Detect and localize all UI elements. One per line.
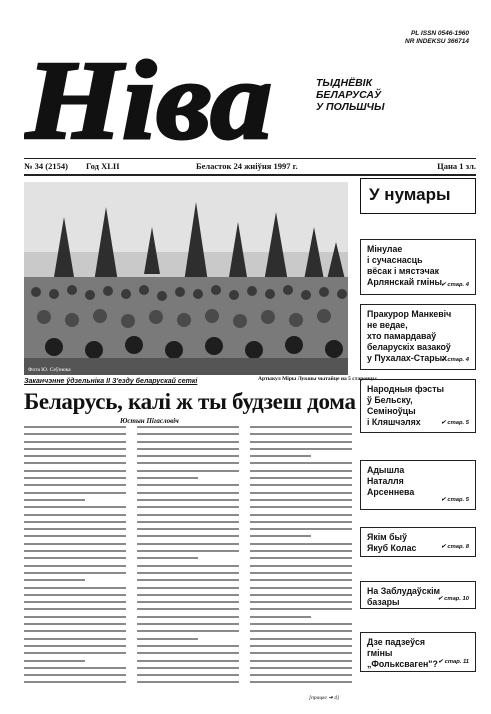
text-line [24,462,126,464]
article-column-3 [250,426,352,696]
contents-item-title: Народныя фэсты ў Бельску, Семіноўцы і Кляшчэлях [367,384,445,427]
text-line [137,652,239,654]
contents-item-title: Дзе падзеўся гміны „Фольксваген"? [367,637,438,669]
text-line [24,521,126,523]
text-line [250,587,352,589]
text-line [137,674,239,676]
text-line [250,572,352,574]
text-line [137,681,239,683]
text-line [250,433,352,435]
contents-item-page: ✔ стар. 4 [440,357,469,363]
text-line [250,652,352,654]
bottom-rule [24,174,476,176]
text-line [250,660,352,662]
article-column-2 [137,426,239,696]
contents-item-page: ✔ стар. 4 [440,282,469,288]
text-line [137,462,239,464]
text-line [24,652,126,654]
contents-item[interactable] [360,581,476,609]
text-line [137,623,239,625]
article-headline: Беларусь, калі ж ты будзеш дома [24,389,356,414]
text-line [24,667,126,669]
text-line [24,594,126,596]
text-line [24,535,126,537]
contents-item-page: ✔ стар. 8 [440,544,469,550]
text-line [250,499,352,501]
text-line [137,550,239,552]
text-line [137,543,239,545]
text-line [250,645,352,647]
top-rule [24,158,476,159]
text-line [24,433,126,435]
text-line [250,550,352,552]
contents-item[interactable] [360,632,476,672]
text-line [137,528,239,530]
text-line [137,594,239,596]
text-line [250,616,311,618]
text-line [137,601,239,603]
contents-item-title: Пракурор Манкевіч не ведае, хто памардаваў беларускіх вазакоў у Пухалах-Старых [367,309,452,363]
text-line [250,638,352,640]
contents-item-page: ✔ стар. 5 [440,420,469,426]
text-line [24,638,126,640]
text-line [250,492,352,494]
contents-item-title: Мінулае і сучаснасць вёсак і мястэчак Арлянскай гміны [367,244,443,287]
contents-item-title: Адышла Наталля Арсеннева [367,465,415,497]
text-line [137,433,239,435]
text-line [24,426,126,428]
text-line [250,535,311,537]
text-line [250,630,352,632]
text-line [24,492,126,494]
text-line [137,645,239,647]
text-line [250,514,352,516]
text-line [24,448,126,450]
text-line [137,616,239,618]
text-line [250,455,311,457]
text-line [24,477,126,479]
contents-item-page: ✔ стар. 10 [437,596,469,602]
article-byline: Юстын Пігасловіч [120,417,179,425]
text-line [250,681,352,683]
text-line [137,499,239,501]
crowd-photo [24,182,348,375]
text-line [24,514,126,516]
text-line [137,426,239,428]
contents-item-page: ✔ стар. 11 [438,659,469,665]
text-line [137,572,239,574]
text-line [250,426,352,428]
text-line [24,616,126,618]
text-line [250,521,352,523]
text-line [250,484,352,486]
text-line [137,587,239,589]
issn-block [405,30,469,46]
masthead-logo [24,40,274,148]
article-continued: [працяг ➔ 4] [309,695,340,701]
text-line [250,470,352,472]
contents-item[interactable] [360,304,476,370]
text-line [24,565,126,567]
text-line [137,608,239,610]
text-line [250,601,352,603]
text-line [24,441,126,443]
text-line [24,579,85,581]
index-number: NR INDEKSU 366714 [405,38,469,45]
text-line [137,557,198,559]
text-line [137,484,239,486]
text-line [250,594,352,596]
text-line [137,492,239,494]
tagline-line-3: У ПОЛЬШЧЫ [316,101,385,113]
text-line [137,506,239,508]
text-line [24,630,126,632]
text-line [250,462,352,464]
text-line [250,506,352,508]
article-column-1 [24,426,126,696]
issue-info-line [24,161,476,173]
text-line [250,477,352,479]
contents-item[interactable] [360,379,476,433]
text-line [24,484,126,486]
text-line [24,499,85,501]
contents-item-title: На Заблудаўскім базары [367,586,441,607]
issn-number: PL ISSN 0546-1960 [410,30,469,37]
text-line [250,623,352,625]
text-line [24,674,126,676]
text-line [250,674,352,676]
text-line [137,535,239,537]
text-line [137,470,239,472]
text-line [24,645,126,647]
text-line [24,557,126,559]
text-line [24,543,126,545]
text-line [250,441,352,443]
text-line [137,565,239,567]
text-line [24,506,126,508]
text-line [250,608,352,610]
issue-price: Цана 1 зл. [437,161,476,171]
text-line [250,579,352,581]
masthead-tagline [316,77,384,113]
text-line [24,550,126,552]
text-line [24,587,126,589]
contents-item-page: ✔ стар. 5 [440,497,469,503]
text-line [137,521,239,523]
text-line [24,601,126,603]
text-line [250,543,352,545]
text-line [137,455,239,457]
text-line [137,579,239,581]
text-line [137,477,198,479]
photo-credit: Фота Ю. Сеўнюка [28,367,71,373]
photo-caption: Артыкул Міры Лукшы чытайце на 5 старонцы. [258,376,379,382]
text-line [137,667,239,669]
text-line [250,667,352,669]
text-line [250,565,352,567]
issue-number: № 34 (2154) [24,161,68,171]
issue-year: Год XLII [86,161,120,171]
text-line [250,448,352,450]
tagline-line-2: БЕЛАРУСАЎ [316,89,382,101]
contents-heading: У нумары [360,178,476,214]
text-line [24,681,126,683]
text-line [24,470,126,472]
issue-date: Беласток 24 жніўня 1997 г. [196,161,298,171]
text-line [137,630,239,632]
article-section-tag: Заканчэнне ўдзельніка ІІ З'езду беларускай сеткі [24,378,198,385]
article-body [24,426,352,696]
text-line [24,608,126,610]
contents-item[interactable] [360,460,476,510]
tagline-line-1: ТЫДНЁВІК [316,77,373,89]
text-line [24,455,126,457]
text-line [24,623,126,625]
text-line [24,528,126,530]
text-line [24,572,126,574]
text-line [137,660,239,662]
text-line [137,514,239,516]
text-line [250,557,352,559]
text-line [137,441,239,443]
text-line [137,638,198,640]
text-line [137,448,239,450]
contents-item[interactable] [360,239,476,295]
text-line [24,660,85,662]
masthead-title: Ніва [24,40,272,148]
text-line [250,528,352,530]
contents-item[interactable] [360,527,476,557]
contents-item-title: Якім быў Якуб Колас [367,532,417,553]
